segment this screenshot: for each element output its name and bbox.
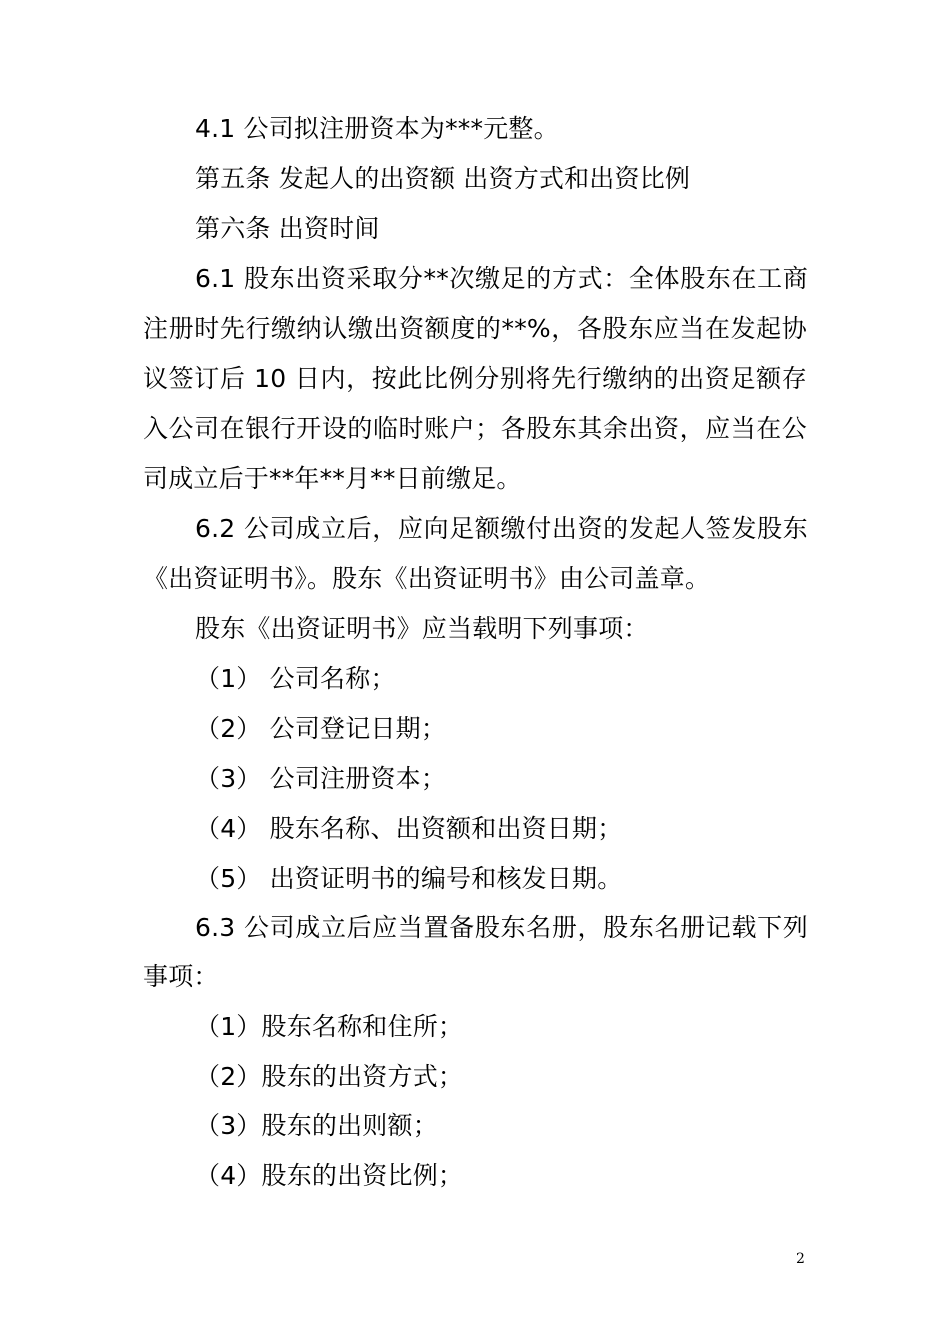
register-item-1: （1）股东名称和住所； xyxy=(195,1012,464,1041)
register-item-3: （3）股东的出则额； xyxy=(195,1111,438,1140)
clause-6-2-line-2: 《出资证明书》。股东《出资证明书》由公司盖章。 xyxy=(143,564,711,593)
register-item-4: （4）股东的出资比例； xyxy=(195,1161,464,1190)
article-5-heading: 第五条 发起人的出资额 出资方式和出资比例 xyxy=(195,164,691,193)
certificate-item-2: （2） 公司登记日期； xyxy=(195,714,447,743)
article-6-heading: 第六条 出资时间 xyxy=(195,214,380,243)
certificate-items-intro: 股东《出资证明书》应当载明下列事项： xyxy=(195,614,649,643)
certificate-item-3: （3） 公司注册资本； xyxy=(195,764,447,793)
register-item-2: （2）股东的出资方式； xyxy=(195,1062,464,1091)
page-number: 2 xyxy=(796,1251,805,1267)
clause-6-1-line-4: 入公司在银行开设的临时账户；各股东其余出资，应当在公 xyxy=(143,414,807,443)
clause-6-2-line-1: 6.2 公司成立后，应向足额缴付出资的发起人签发股东 xyxy=(195,514,808,543)
clause-6-1-line-1: 6.1 股东出资采取分**次缴足的方式：全体股东在工商 xyxy=(195,264,808,293)
clause-6-1-line-5: 司成立后于**年**月**日前缴足。 xyxy=(143,464,522,493)
certificate-item-1: （1） 公司名称； xyxy=(195,664,396,693)
clause-6-3-line-1: 6.3 公司成立后应当置备股东名册，股东名册记载下列 xyxy=(195,913,808,942)
clause-6-1-line-2: 注册时先行缴纳认缴出资额度的**%，各股东应当在发起协 xyxy=(143,314,807,343)
clause-6-3-line-2: 事项： xyxy=(143,962,219,991)
clause-4-1: 4.1 公司拟注册资本为***元整。 xyxy=(195,114,559,143)
clause-6-1-line-3: 议签订后 10 日内，按此比例分别将先行缴纳的出资足额存 xyxy=(143,364,807,393)
certificate-item-4: （4） 股东名称、出资额和出资日期； xyxy=(195,814,623,843)
certificate-item-5: （5） 出资证明书的编号和核发日期。 xyxy=(195,864,623,893)
